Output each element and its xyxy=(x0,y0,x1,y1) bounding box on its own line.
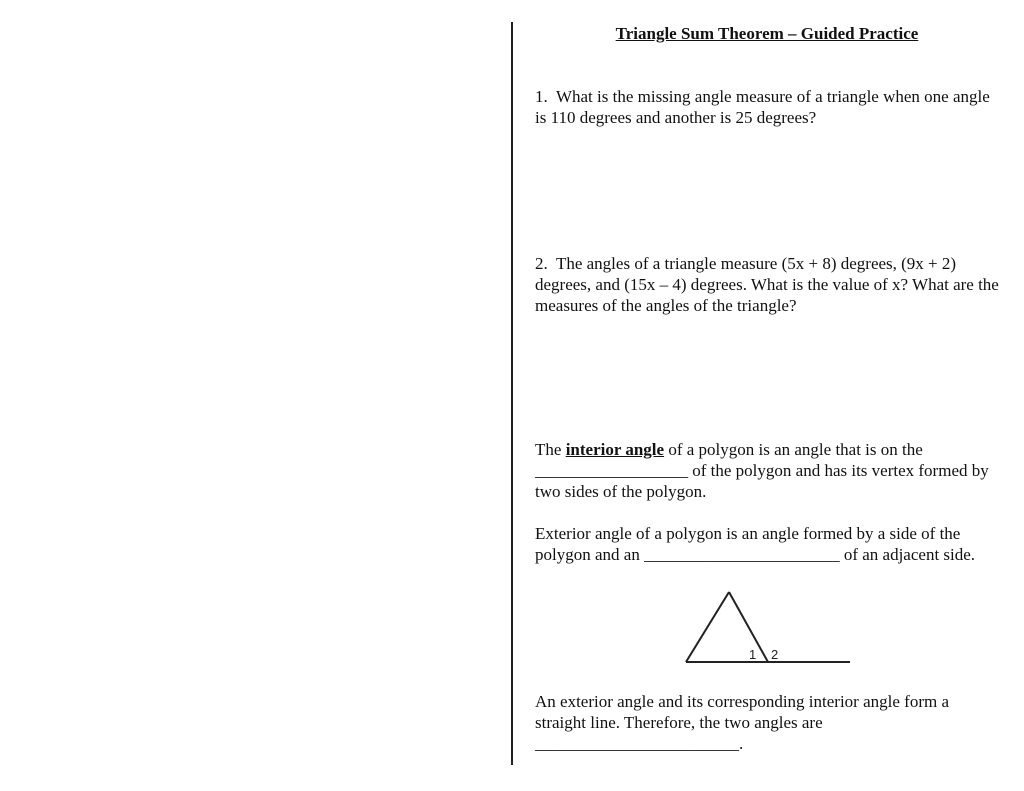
page-fold-divider xyxy=(511,22,513,765)
exterior-angle-definition xyxy=(535,523,1000,565)
triangle-figure xyxy=(676,586,866,670)
exterior-blank: _______________________ xyxy=(644,545,840,564)
conclusion-paragraph xyxy=(535,691,1000,754)
triangle-left-side xyxy=(686,592,729,662)
interior-angle-term: interior angle xyxy=(565,440,665,459)
conclusion-period: . xyxy=(739,734,744,753)
interior-suffix: of the polygon and has its vertex formed by two sides of the polygon. xyxy=(535,461,989,501)
page-title: Triangle Sum Theorem – Guided Practice xyxy=(615,24,919,43)
question-1 xyxy=(535,86,1000,128)
interior-angle-label: 1 xyxy=(749,647,757,662)
exterior-suffix: of an adjacent side. xyxy=(843,545,976,564)
conclusion-blank: ________________________ xyxy=(535,734,739,753)
question-1-number: 1. xyxy=(535,87,548,106)
interior-blank: __________________ xyxy=(535,461,688,480)
exterior-angle-diagram xyxy=(676,586,866,670)
question-2-text: The angles of a triangle measure (5x + 8) degrees, (9x + 2) degrees, and (15x – 4) degrees. What is the value of x? What are the measures of the angles of the triangle? xyxy=(535,254,999,315)
exterior-angle-label: 2 xyxy=(771,647,779,662)
question-2-number: 2. xyxy=(535,254,548,273)
question-2 xyxy=(535,253,1000,316)
exterior-prefix: Exterior angle of a polygon is an angle formed by a side of the polygon and an xyxy=(535,524,961,564)
question-1-text: What is the missing angle measure of a triangle when one angle is 110 degrees and another is 25 degrees? xyxy=(535,87,990,127)
interior-prefix: The xyxy=(535,440,562,459)
conclusion-text: An exterior angle and its corresponding interior angle form a straight line. Therefore, the two angles are xyxy=(535,692,950,732)
interior-middle: of a polygon is an angle that is on the xyxy=(668,440,923,459)
interior-angle-definition xyxy=(535,439,1000,502)
